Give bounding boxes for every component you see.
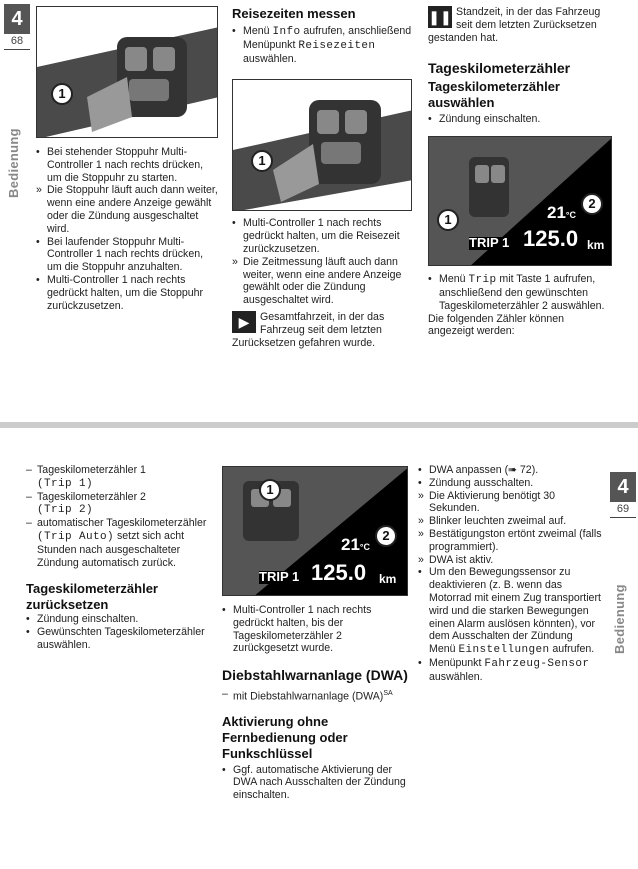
section-heading-activation: Aktivierung ohne Fernbedienung oder Funkschlüssel xyxy=(222,713,348,761)
list-item: » Blinker leuchten zweimal auf. xyxy=(418,515,602,528)
trip-unit: km xyxy=(587,238,605,253)
chapter-number: 4 xyxy=(4,4,30,34)
page-number: 68 xyxy=(4,34,30,50)
list-item: • Um den Bewegungssensor zu deaktivieren (z. B. wenn das Motorrad mit einem Zug transportiert wird und die starken Bewegungen einen Alarm auslösen könnten), vor dem Ausschalten der Zündung Menü Einstellungen aufrufen. xyxy=(418,566,602,657)
list-item: » Die Stoppuhr läuft auch dann weiter, wenn eine andere Anzeige gewählt oder die Zündung ausgeschaltet wird. xyxy=(36,184,218,235)
column-1 xyxy=(36,6,218,312)
temperature: 21°C xyxy=(341,535,371,554)
list-item: • Zündung ausschalten. xyxy=(418,477,602,490)
section-heading-reset: Tageskilometerzähler zurücksetzen xyxy=(26,581,158,613)
temperature: 21°C xyxy=(547,203,577,223)
list-item: – automatischer Tageskilometerzähler (Trip Auto) setzt sich acht Stunden nach ausgeschalteter Zündung automatisch zurück. xyxy=(26,517,210,569)
trip-value: 125.0 xyxy=(523,226,579,252)
callout-2: 2 xyxy=(375,525,397,547)
section-heading-trip: Tageskilometerzähler xyxy=(428,60,571,77)
page-number: 69 xyxy=(610,502,636,518)
list-item: • Gewünschten Tageskilometerzähler auswählen. xyxy=(26,626,210,652)
list-item: – mit Diebstahlwarnanlage (DWA)$^{SA}$ xyxy=(222,688,408,703)
list-item: • Bei stehender Stoppuhr Multi-Controller 1 nach rechts drücken, um die Stoppuhr zu starten. xyxy=(36,146,218,184)
note-standstill: ❚❚ Standzeit, in der das Fahrzeug seit dem letzten Zurücksetzen gestanden hat. xyxy=(428,6,601,44)
chapter-tab-right xyxy=(610,472,636,518)
list-item: » Bestätigungston ertönt zweimal (falls programmiert). xyxy=(418,528,602,554)
side-label: Bedienung xyxy=(612,584,627,654)
list-item: • Zündung einschalten. xyxy=(26,613,210,626)
column-4 xyxy=(26,464,210,652)
callout-1: 1 xyxy=(437,209,459,231)
list-item: • DWA anpassen (➠ 72). xyxy=(418,464,602,477)
col6-list xyxy=(418,464,602,566)
callout-1: 1 xyxy=(259,479,281,501)
callout-1: 1 xyxy=(251,150,273,172)
handlebar-switch-figure xyxy=(36,6,218,138)
note-total-time: ▶ Gesamtfahrzeit, in der das Fahrzeug seit dem letzten Zurücksetzen gefahren wurde. xyxy=(232,310,385,349)
list-item: • Multi-Controller 1 nach rechts gedrückt halten, um die Reisezeit zurückzusetzen. xyxy=(232,217,412,255)
list-item: • Multi-Controller 1 nach rechts gedrückt halten, um die Stoppuhr zurückzusetzen. xyxy=(36,274,218,312)
handlebar-illustration xyxy=(233,80,412,211)
column-3 xyxy=(428,6,612,338)
callout-1: 1 xyxy=(51,83,73,105)
col1-list xyxy=(36,146,218,312)
trip-value: 125.0 xyxy=(311,560,367,585)
handlebar-switch-figure-2 xyxy=(232,79,412,211)
column-2 xyxy=(232,6,412,349)
section-heading-dwa: Diebstahlwarnanlage (DWA) xyxy=(222,667,408,684)
paragraph: Die folgenden Zähler können angezeigt werden: xyxy=(428,312,565,338)
pause-icon: ❚❚ xyxy=(428,6,452,28)
list-item: • Menü Info aufrufen, anschließend Menüpunkt Reisezeiten auswählen. xyxy=(232,25,412,65)
trip-label: TRIP 1 xyxy=(259,569,300,584)
column-5 xyxy=(222,466,408,802)
page-divider xyxy=(0,422,638,428)
callout-2: 2 xyxy=(581,193,603,215)
list-item: – Tageskilometerzähler 1 (Trip 1) xyxy=(26,464,210,491)
trip-display-figure xyxy=(428,136,612,266)
list-item: • Menü Trip mit Taste 1 aufrufen, anschließend den gewünschten Tageskilometerzähler 2 auswählen. xyxy=(428,273,612,312)
trip-label: TRIP 1 xyxy=(469,235,510,251)
list-item: • Ggf. automatische Aktivierung der DWA nach Ausschalten der Zündung einschalten. xyxy=(222,764,408,802)
side-label: Bedienung xyxy=(6,128,21,198)
play-icon: ▶ xyxy=(232,311,256,333)
chapter-tab xyxy=(4,4,30,50)
list-item: » DWA ist aktiv. xyxy=(418,554,602,567)
trip-unit: km xyxy=(379,572,397,586)
list-item: • Multi-Controller 1 nach rechts gedrückt halten, bis der Tageskilometerzähler 2 zurückgesetzt wurde. xyxy=(222,604,408,655)
list-item: » Die Zeitmessung läuft auch dann weiter, wenn eine andere Anzeige gewählt oder die Zündung ausgeschaltet wird. xyxy=(232,256,412,307)
column-6 xyxy=(418,464,602,684)
col2-list xyxy=(232,217,412,307)
chapter-number: 4 xyxy=(610,472,636,502)
list-item: • Zündung einschalten. xyxy=(428,113,612,126)
list-item: » Die Aktivierung benötigt 30 Sekunden. xyxy=(418,490,602,516)
list-item: • Menüpunkt Fahrzeug-Sensor auswählen. xyxy=(418,657,602,684)
section-heading-reisezeiten: Reisezeiten messen xyxy=(232,6,356,21)
trip-display-figure-2 xyxy=(222,466,408,596)
list-item: • Bei laufender Stoppuhr Multi-Controller 1 nach rechts drücken, um die Stoppuhr anzuhalten. xyxy=(36,236,218,274)
col4-list xyxy=(26,464,210,517)
handlebar-illustration xyxy=(37,7,218,138)
list-item: – Tageskilometerzähler 2 (Trip 2) xyxy=(26,491,210,518)
subheading-select: Tageskilometerzähler auswählen xyxy=(428,79,560,111)
